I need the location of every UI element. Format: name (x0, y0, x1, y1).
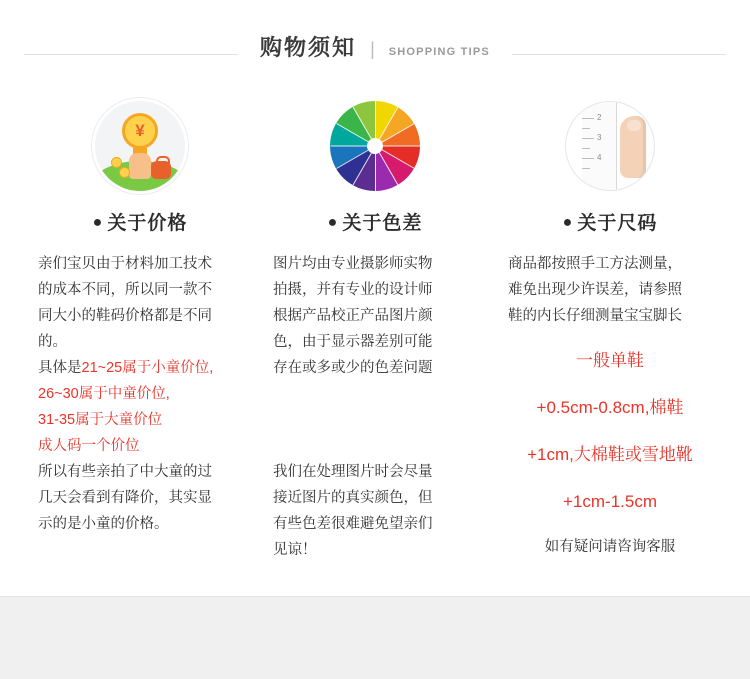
text-line: 难免出现少许误差，请参照 (508, 282, 682, 298)
color-title-text: 关于色差 (342, 213, 423, 234)
coin-shape (119, 167, 130, 178)
text-line (38, 355, 242, 381)
highlight-line: 21~25属于小童价位, (81, 360, 214, 376)
ruler-tick (582, 128, 590, 129)
fingernail-shape (627, 120, 641, 131)
tips-column-size (500, 94, 720, 563)
paragraph-gap (273, 433, 477, 459)
text-line: 图片均由专业摄影师实物 (273, 256, 433, 272)
color-column-title (273, 208, 477, 235)
yen-symbol: ¥ (122, 113, 158, 149)
text-line: 我们在处理图片时会尽量 (273, 464, 433, 480)
size-column-body (508, 251, 712, 329)
highlight-line: +1cm-1.5cm (563, 492, 657, 511)
size-icon-wrap (508, 94, 712, 198)
coin-shape (111, 157, 122, 168)
text-line: 同大小的鞋码价格都是不同 (38, 308, 212, 324)
page-subtitle: SHOPPING TIPS (388, 45, 490, 58)
coin-bulb-icon (92, 98, 188, 194)
highlight-line: 成人码一个价位 (38, 438, 140, 454)
page-title: 购物须知 (260, 34, 357, 60)
wheel-hub (367, 138, 383, 154)
ruler-number: 2 (597, 113, 602, 122)
text-line: 的。 (38, 334, 67, 350)
ruler-shape (582, 102, 617, 190)
title-separator: | (370, 38, 375, 59)
bullet-icon: ● (562, 214, 574, 231)
ruler-tick (582, 138, 594, 139)
text-line: 商品都按照手工方法测量， (508, 256, 682, 272)
highlight-line: 31-35属于大童价位 (38, 412, 163, 428)
tips-column-price (30, 94, 250, 563)
text-line: 见谅！ (273, 542, 317, 558)
highlight-line: 一般单鞋 (576, 351, 644, 370)
paragraph-gap (273, 381, 477, 407)
ruler-hand-icon (565, 101, 655, 191)
text-line: 色，由于显示器差别可能 (273, 334, 433, 350)
text-line: 所以有些亲拍了中大童的过 (38, 464, 212, 480)
money-bag-shape (151, 161, 171, 179)
size-highlight-block (508, 346, 712, 517)
text-line: 有些色差很难避免望亲们 (273, 516, 433, 532)
text-lead: 具体是 (38, 360, 82, 376)
text-line: 接近图片的真实颜色，但 (273, 490, 433, 506)
text-line: 的成本不同，所以同一款不 (38, 282, 212, 298)
text-line: 根据产品校正产品图片颜 (273, 308, 433, 324)
text-line: 存在或多或少的色差问题 (273, 360, 433, 376)
color-icon-wrap (273, 94, 477, 198)
tips-column-color (265, 94, 485, 563)
paragraph-gap (273, 407, 477, 433)
price-title-text: 关于价格 (107, 213, 188, 234)
color-column-body (273, 251, 477, 563)
bullet-icon: ● (92, 214, 104, 231)
highlight-line: +0.5cm-0.8cm,棉鞋 (536, 398, 684, 417)
text-line: 亲们宝贝由于材料加工技术 (38, 256, 212, 272)
hand-shape (129, 153, 151, 179)
price-icon-wrap (38, 94, 242, 198)
text-line: 鞋的内长仔细测量宝宝脚长 (508, 308, 682, 324)
size-title-text: 关于尺码 (577, 213, 658, 234)
ruler-number: 3 (597, 133, 602, 142)
customer-service-note: 如有疑问请咨询客服 (544, 539, 676, 555)
header-title-group (238, 31, 512, 62)
text-line: 拍摄，并有专业的设计师 (273, 282, 433, 298)
highlight-line: +1cm,大棉鞋或雪地靴 (527, 445, 693, 464)
price-column-body (38, 251, 242, 537)
tips-columns (0, 86, 750, 563)
ruler-number: 4 (597, 153, 602, 162)
ruler-tick (582, 118, 594, 119)
price-column-title (38, 208, 242, 235)
bullet-icon: ● (327, 214, 339, 231)
ruler-tick (582, 158, 594, 159)
color-wheel-icon (330, 101, 420, 191)
highlight-line: 26~30属于中童价位, (38, 386, 170, 402)
page-header (0, 0, 750, 86)
size-column-title (508, 208, 712, 235)
text-line: 示的是小童的价格。 (38, 516, 169, 532)
ruler-tick (582, 148, 590, 149)
footer-band (0, 596, 750, 679)
text-line: 几天会看到有降价，其实显 (38, 490, 212, 506)
ruler-tick (582, 168, 590, 169)
